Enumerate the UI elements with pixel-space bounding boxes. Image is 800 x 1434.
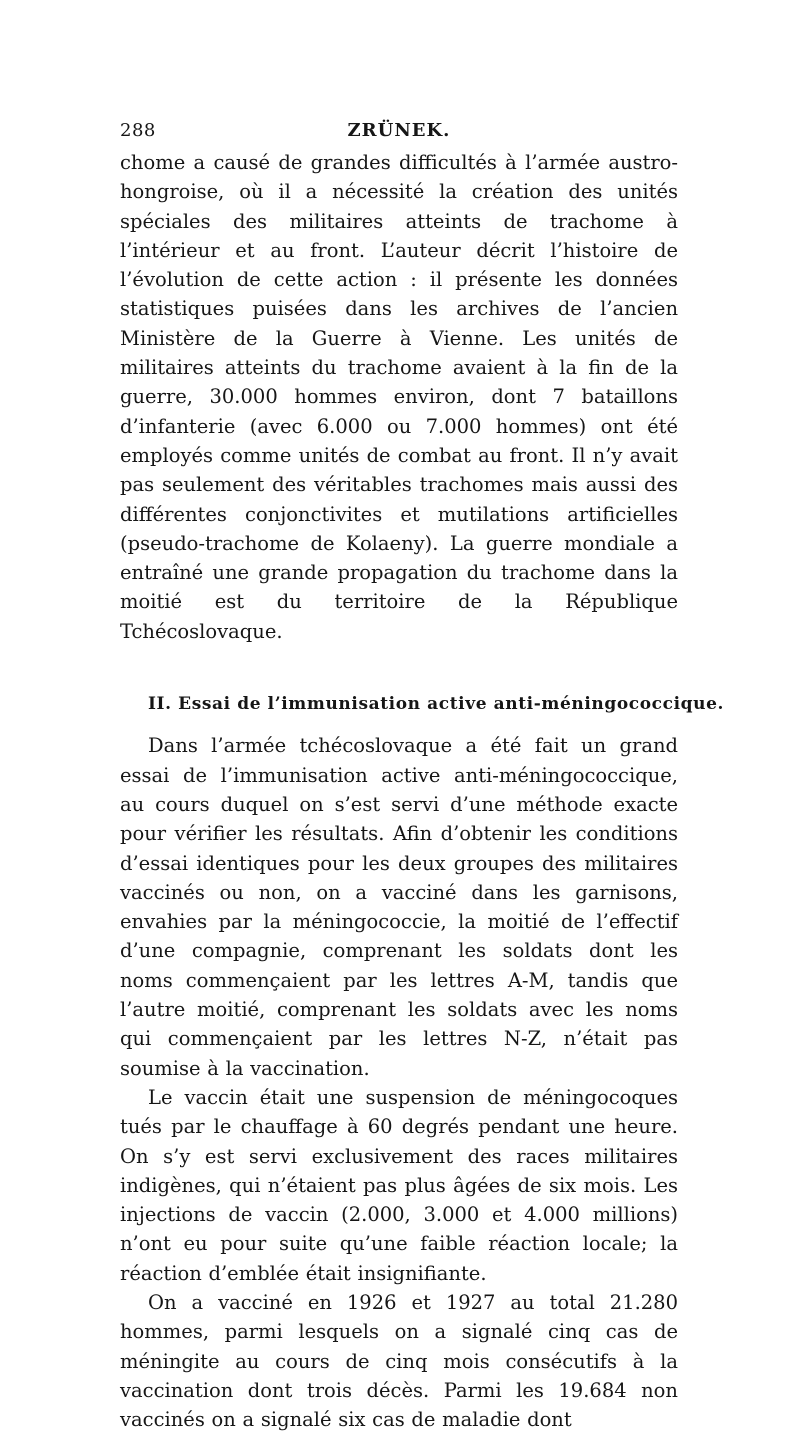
running-head: [120, 120, 678, 146]
paragraph-results: On a vacciné en 1926 et 1927 au total 21.280 hommes, parmi lesquels on a signalé cinq cas de méningite au cours de cinq mois consécutifs à la vaccination dont trois décès. Parmi les 19.684 non vaccinés on a signalé six cas de maladie dont: [120, 1290, 678, 1432]
paragraph-immunisation: Dans l’armée tchécoslovaque a été fait un grand essai de l’immunisation active anti-méningococcique, au cours duquel on s’est servi d’une méthode exacte pour vérifier les résultats. Afin d’obtenir les conditions d’essai identiques pour les deux groupes des militaires vaccinés ou non, on a vacciné dans les garnisons, envahies par la méningococcie, la moitié de l’effectif d’une compagnie, comprenant les soldats dont les noms commençaient par les lettres A-M, tandis que l’autre moitié, comprenant les soldats avec les noms qui commençaient par les lettres N-Z, n’était pas soumise à la vaccination.: [120, 734, 678, 1080]
running-title: ZRÜNEK.: [347, 120, 451, 141]
page-number: 288: [120, 120, 156, 141]
section-title: II. Essai de l’immunisation active anti-méningococcique.: [148, 694, 725, 715]
document-page: [120, 120, 725, 1434]
paragraph-trachome: chome a causé de grandes difficultés à l’armée austro-hongroise, où il a nécessité la création des unités spéciales des militaires atteints de trachome à l’intérieur et au front. L’auteur décrit l’histoire de l’évolution de cette action : il présente les données statistiques puisées dans les archives de l’ancien Ministère de la Guerre à Vienne. Les unités de militaires atteints du trachome avaient à la fin de la guerre, 30.000 hommes environ, dont 7 bataillons d’infanterie (avec 6.000 ou 7.000 hommes) ont été employés comme unités de combat au front. Il n’y avait pas seulement des véritables trachomes mais aussi des différentes conjonctivites et mutilations artificielles (pseudo-trachome de Kolaeny). La guerre mondiale a entraîné une grande propagation du trachome dans la moitié est du territoire de la République Tchécoslovaque.: [120, 151, 678, 643]
paragraph-vaccine: Le vaccin était une suspension de méningocoques tués par le chauffage à 60 degrés pendant une heure. On s’y est servi exclusivement des races militaires indigènes, qui n’étaient pas plus âgées de six mois. Les injections de vaccin (2.000, 3.000 et 4.000 millions) n’ont eu pour suite qu’une faible réaction locale; la réaction d’emblée était insignifiante.: [120, 1085, 678, 1285]
